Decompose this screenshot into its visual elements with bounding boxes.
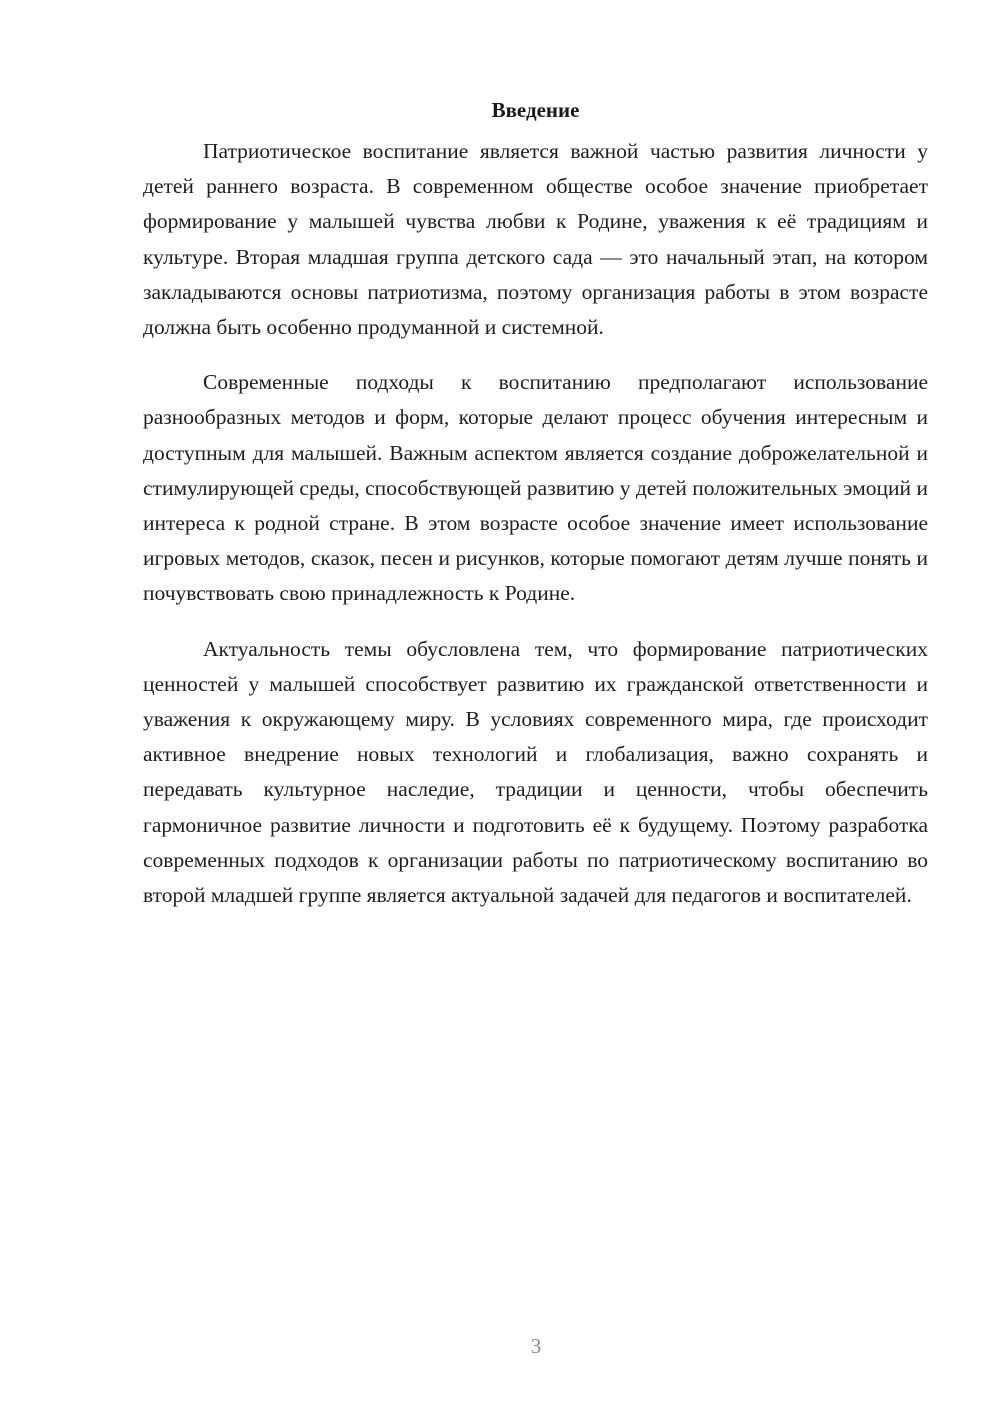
paragraph-approaches: Современные подходы к воспитанию предполагают использование разнообразных методов и форм, которые делают процесс обучения интересным и доступным для малышей. Важным аспектом является создание доброжелательной и стимулирующей среды, способствующей развитию у детей положительных эмоций и интереса к родной стране. В этом возрасте особое значение имеет использование игровых методов, сказок, песен и рисунков, которые помогают детям лучше понять и почувствовать свою принадлежность к Родине. (143, 370, 928, 606)
page-number: 3 (530, 1334, 542, 1358)
paragraph-relevance: Актуальность темы обусловлена тем, что формирование патриотических ценностей у малышей способствует развитию их гражданской ответственности и уважения к окружающему миру. В условиях современного мира, где происходит активное внедрение новых технологий и глобализация, важно сохранять и передавать культурное наследие, традиции и ценности, чтобы обеспечить гармоничное развитие личности и подготовить её к будущему. Поэтому разработка современных подходов к организации работы по патриотическому воспитанию во второй младшей группе является актуальной задачей для педагогов и воспитателей. (143, 636, 928, 908)
paragraph-intro: Патриотическое воспитание является важной частью развития личности у детей раннего возраста. В современном обществе особое значение приобретает формирование у малышей чувства любви к Родине, уважения к её традициям и культуре. Вторая младшая группа детского сада — это начальный этап, на котором закладываются основы патриотизма, поэтому организация работы в этом возрасте должна быть особенно продуманной и системной. (143, 139, 928, 340)
section-heading: Введение (491, 98, 580, 122)
page-content (143, 96, 928, 913)
